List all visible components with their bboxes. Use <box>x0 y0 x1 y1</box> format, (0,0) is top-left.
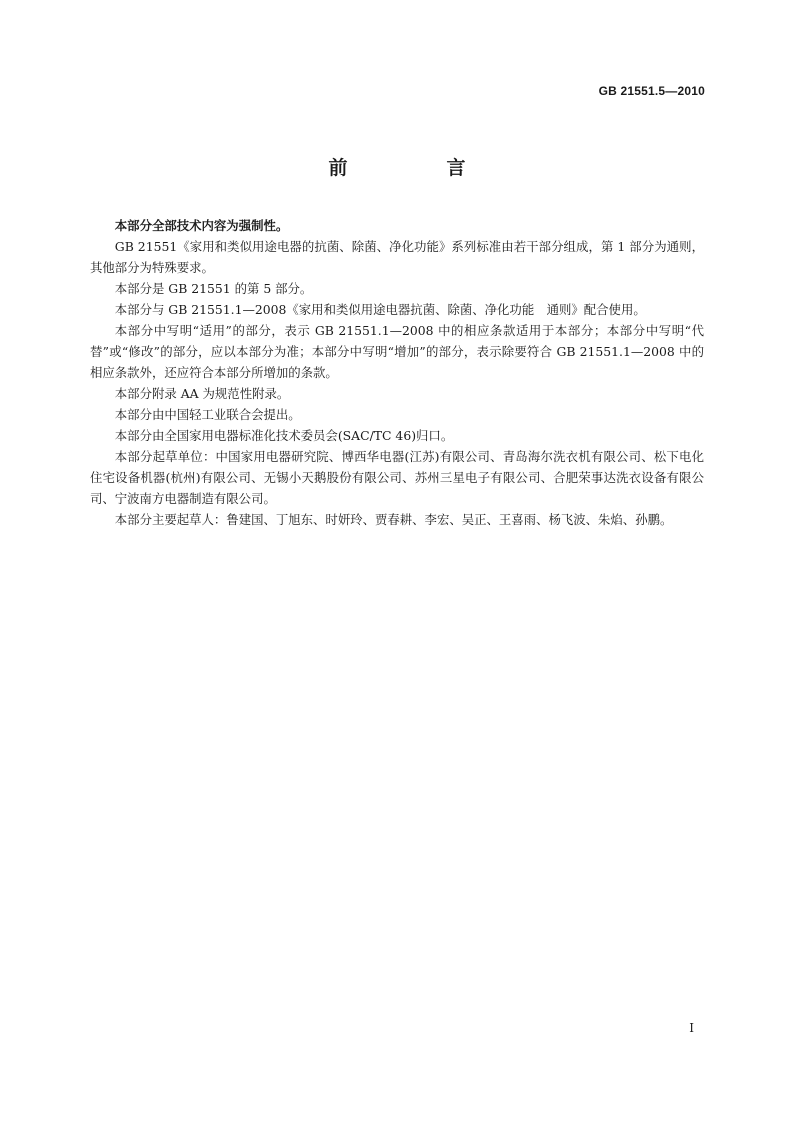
foreword-body <box>90 215 704 530</box>
paragraph-drafting-units: 本部分起草单位：中国家用电器研究院、博西华电器(江苏)有限公司、青岛海尔洗衣机有限公司、松下电化住宅设备机器(杭州)有限公司、无锡小天鹅股份有限公司、苏州三星电子有限公司、合肥荣事达洗衣设备有限公司、宁波南方电器制造有限公司。 <box>90 449 704 506</box>
paragraph-part-number: 本部分是 GB 21551 的第 5 部分。 <box>114 281 313 296</box>
paragraph-clause-rules: 本部分中写明“适用”的部分，表示 GB 21551.1—2008 中的相应条款适用于本部分；本部分中写明“代替”或“修改”的部分，应以本部分为准；本部分中写明“增加”的部分，表示除要符合 GB 21551.1—2008 中的相应条款外，还应符合本部分所增加的条款。 <box>90 323 704 380</box>
paragraph-annex: 本部分附录 AA 为规范性附录。 <box>114 386 290 401</box>
paragraph-series-description: GB 21551《家用和类似用途电器的抗菌、除菌、净化功能》系列标准由若干部分组成，第 1 部分为通则，其他部分为特殊要求。 <box>90 239 704 275</box>
page-title: 前 言 <box>328 157 506 179</box>
paragraph-drafters: 本部分主要起草人：鲁建国、丁旭东、时妍玲、贾春耕、李宏、吴正、王喜雨、杨飞波、朱焰、孙鹏。 <box>114 512 673 527</box>
page-number: I <box>689 1021 694 1035</box>
paragraph-centralized-by: 本部分由全国家用电器标准化技术委员会(SAC/TC 46)归口。 <box>114 428 454 443</box>
paragraph-mandatory-statement: 本部分全部技术内容为强制性。 <box>114 218 289 233</box>
standard-number: GB 21551.5—2010 <box>598 84 705 98</box>
paragraph-used-with: 本部分与 GB 21551.1—2008《家用和类似用途电器抗菌、除菌、净化功能 通则》配合使用。 <box>114 302 646 317</box>
paragraph-proposed-by: 本部分由中国轻工业联合会提出。 <box>114 407 301 422</box>
